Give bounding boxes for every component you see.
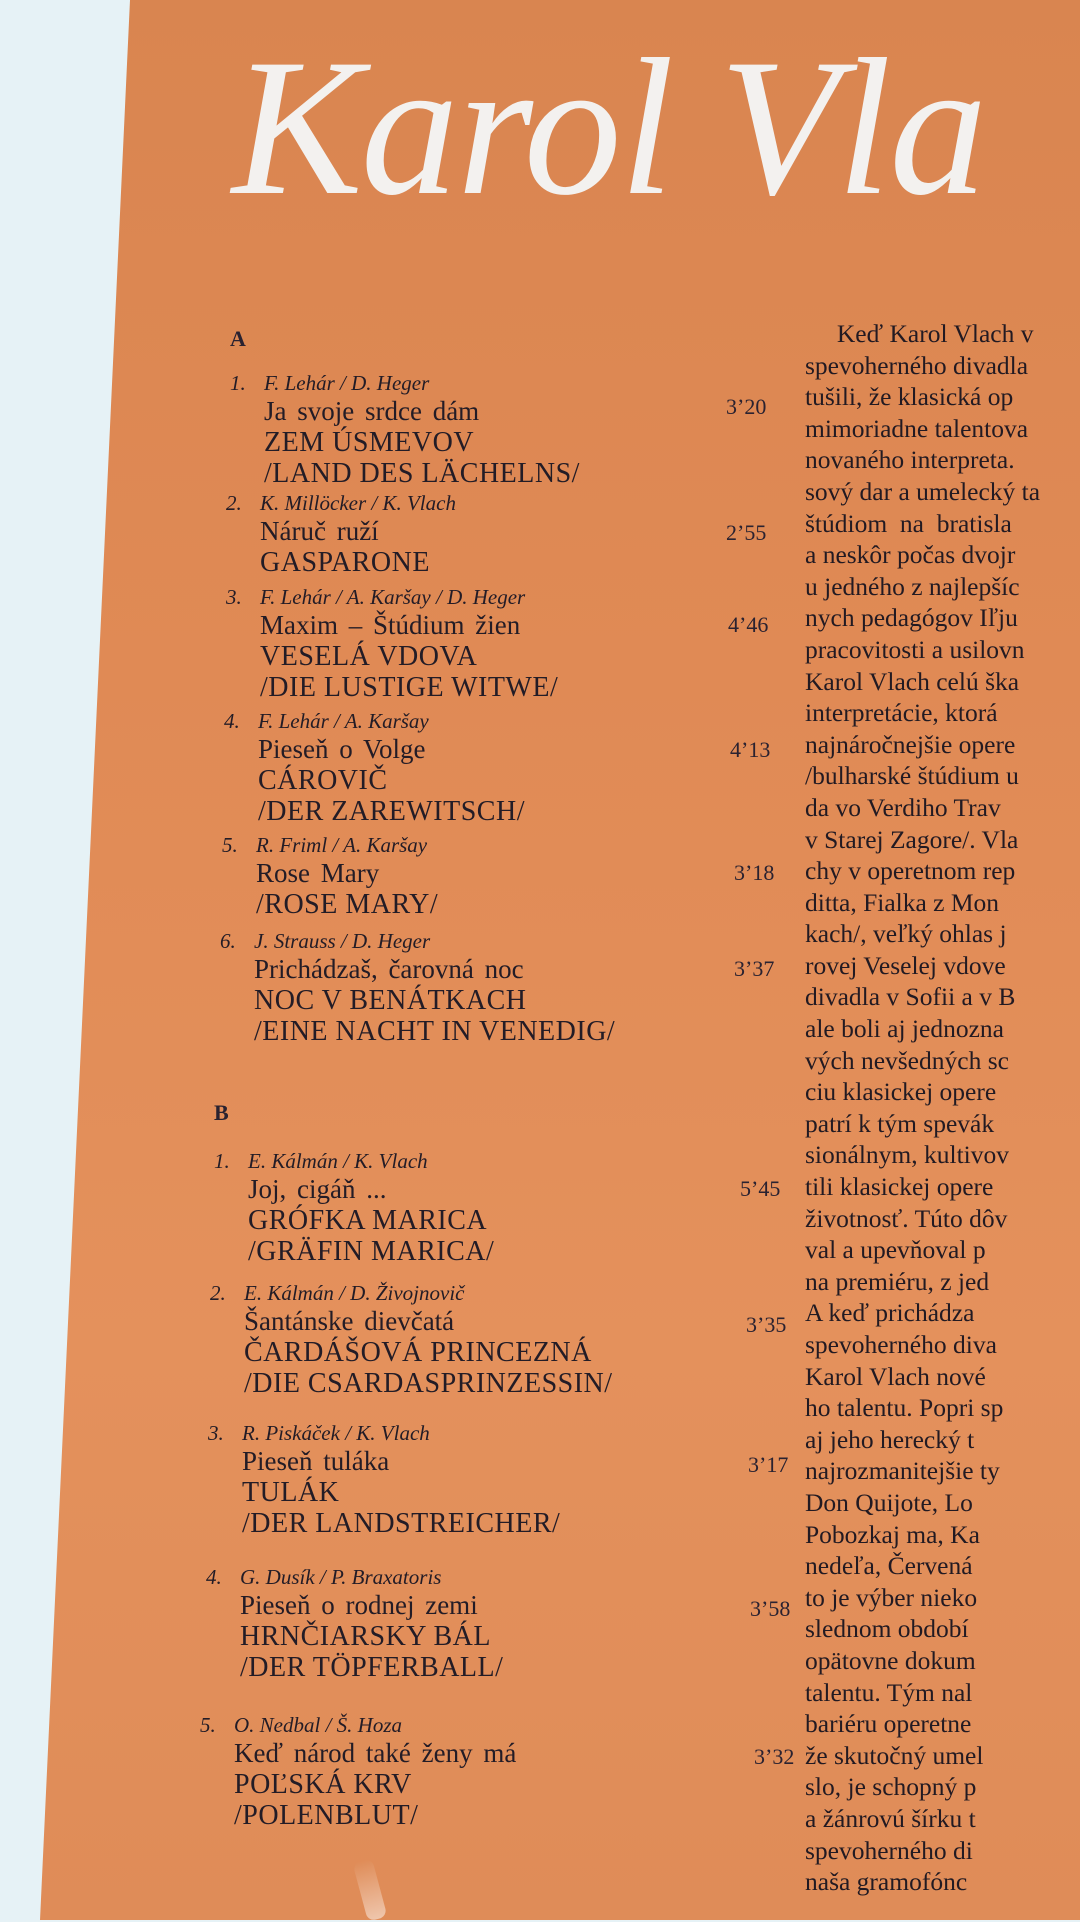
essay-line: sionálnym, kultivov [805,1140,1009,1170]
track-duration: 3’35 [746,1312,787,1337]
essay-line: že skutočný umel [805,1740,984,1770]
track-b3 [208,1420,560,1539]
essay-line: nedeľa, Červená [805,1551,973,1581]
track-opera: /ROSE MARY/ [256,889,439,920]
track-song: Náruč ruží [260,516,379,546]
track-duration: 3’18 [734,860,775,885]
essay-line: ditta, Fialka z Mon [805,887,1000,917]
track-opera-german: /POLENBLUT/ [234,1800,419,1831]
essay-line: patrí k tým spevák [805,1108,995,1138]
track-opera: TULÁK [242,1477,340,1508]
track-opera-german: /DER LANDSTREICHER/ [242,1508,561,1539]
track-a6 [220,928,615,1047]
essay-line: Keď Karol Vlach v [805,319,1034,348]
essay-line: opätovne dokum [805,1645,976,1675]
track-b4 [206,1564,503,1683]
track-opera: ČARDÁŠOVÁ PRINCEZNÁ [244,1337,592,1368]
track-number: 4. [224,709,240,733]
essay-line: Karol Vlach nové [805,1361,986,1391]
track-b5 [200,1712,516,1831]
track-credit: F. Lehár / D. Heger [264,371,430,395]
essay-line: bariéru operetne [805,1709,972,1739]
essay-line: v Starej Zagore/. Vla [805,824,1019,854]
essay-line: naša gramofónc [805,1867,968,1897]
track-credit: E. Kálmán / D. Živojnovič [244,1281,465,1305]
track-a1 [230,370,580,489]
track-song: Šantánske dievčatá [244,1306,455,1336]
essay-line: vých nevšedných sc [805,1045,1009,1075]
essay-line: talentu. Tým nal [805,1677,973,1707]
track-credit: K. Millöcker / K. Vlach [260,491,456,515]
track-credit: F. Lehár / A. Karšay [258,709,429,733]
track-credit: F. Lehár / A. Karšay / D. Heger [260,585,526,609]
essay-line: Karol Vlach celú ška [805,666,1020,696]
essay-line: ale boli aj jednozna [805,1014,1004,1044]
track-song: Pieseň o Volge [258,734,426,764]
essay-line: spevoherného diva [805,1330,997,1359]
track-song: Prichádzaš, čarovná noc [254,954,524,984]
essay-line: tili klasickej opere [805,1172,994,1202]
track-b2 [210,1280,613,1399]
track-opera: GASPARONE [260,547,430,578]
track-number: 1. [214,1149,230,1173]
essay-line: štúdiom na bratisla [805,508,1012,538]
track-opera: HRNČIARSKY BÁL [240,1621,491,1652]
track-a2 [226,490,456,578]
track-number: 1. [230,371,246,395]
track-number: 4. [206,1565,222,1589]
essay-line: val a upevňoval p [805,1235,986,1265]
essay-line: spevoherného divadla [805,350,1029,380]
essay-line: najnáročnejšie opere [805,729,1016,759]
track-duration: 3’20 [726,394,767,419]
track-number: 3. [226,585,242,609]
track-opera: CÁROVIČ [258,765,388,796]
track-b1 [214,1148,494,1267]
essay-line: najrozmanitejšie ty [805,1456,1000,1486]
track-opera-german: /DIE LUSTIGE WITWE/ [260,672,559,703]
essay-line: pracovitosti a usilovn [805,634,1025,664]
track-song: Maxim – Štúdium žien [260,610,521,640]
track-opera: POĽSKÁ KRV [234,1769,412,1800]
essay-line: chy v operetnom rep [805,856,1016,886]
track-duration: 3’58 [750,1596,791,1621]
track-duration: 3’32 [754,1744,795,1769]
essay-line: Pobozkaj ma, Ka [805,1519,980,1549]
track-opera: GRÓFKA MARICA [248,1205,488,1236]
track-number: 2. [210,1281,226,1305]
track-song: Keď národ také ženy má [234,1738,517,1768]
essay-line: /bulharské štúdium u [805,761,1019,791]
essay-line: aj jeho herecký t [805,1424,975,1454]
track-number: 2. [226,491,242,515]
track-duration: 3’37 [734,956,775,981]
essay-line: ho talentu. Popri sp [805,1393,1004,1423]
liner-notes-essay [805,318,1080,1898]
track-a3 [226,584,558,703]
essay-line: a žánrovú šírku t [805,1803,976,1833]
track-opera-german: /DER TÖPFERBALL/ [240,1652,504,1683]
track-credit: R. Friml / A. Karšay [256,833,428,857]
track-number: 3. [208,1421,224,1445]
side-a-label: A [230,326,246,351]
track-opera-german: /LAND DES LÄCHELNS/ [264,458,580,489]
track-number: 5. [222,833,238,857]
essay-line: spevoherného di [805,1835,973,1865]
track-a5 [222,832,438,920]
artist-title: Karol Vla [232,19,986,236]
essay-line: tušili, že klasická op [805,382,1014,412]
track-credit: E. Kálmán / K. Vlach [248,1149,428,1173]
essay-line: životnosť. Túto dôv [805,1203,1008,1233]
essay-line: divadla v Sofii a v B [805,982,1016,1012]
track-opera-german: /DIE CSARDASPRINZESSIN/ [244,1368,613,1399]
track-opera-german: /DER ZAREWITSCH/ [258,796,525,827]
essay-line: A keď prichádza [805,1298,975,1328]
track-song: Rose Mary [256,858,380,888]
essay-line: u jedného z najlepšíc [805,571,1020,601]
side-b-label: B [214,1100,229,1125]
essay-line: slednom období [805,1614,969,1644]
essay-line: to je výber nieko [805,1582,978,1612]
track-credit: G. Dusík / P. Braxatoris [240,1565,442,1589]
essay-line: mimoriadne talentova [805,413,1029,443]
track-credit: J. Strauss / D. Heger [254,929,431,953]
track-duration: 3’17 [748,1452,789,1477]
essay-line: kach/, veľký ohlas j [805,919,1007,949]
track-credit: R. Piskáček / K. Vlach [242,1421,430,1445]
essay-line: novaného interpreta. [805,445,1015,475]
track-a4 [224,708,525,827]
track-credit: O. Nedbal / Š. Hoza [234,1713,402,1737]
track-opera: VESELÁ VDOVA [260,641,478,672]
track-duration: 4’46 [728,612,769,637]
essay-line: nych pedagógov Iľju [805,603,1018,633]
essay-line: na premiéru, z jed [805,1266,990,1296]
essay-line: Don Quijote, Lo [805,1487,973,1517]
track-song: Pieseň o rodnej zemi [240,1590,478,1620]
essay-line: interpretácie, ktorá [805,698,998,728]
track-duration: 5’45 [740,1176,781,1201]
track-opera-german: /GRÄFIN MARICA/ [248,1236,495,1267]
track-opera: NOC V BENÁTKACH [254,985,527,1016]
track-song: Joj, cigáň ... [248,1174,387,1204]
essay-line: sový dar a umelecký ta [805,476,1041,506]
track-number: 6. [220,929,236,953]
track-duration: 4’13 [730,737,771,762]
track-opera-german: /EINE NACHT IN VENEDIG/ [254,1016,616,1047]
track-duration: 2’55 [726,520,767,545]
essay-line: a neskôr počas dvojr [805,540,1016,570]
essay-line: da vo Verdiho Trav [805,792,1001,822]
track-opera: ZEM ÚSMEVOV [264,427,475,458]
essay-line: rovej Veselej vdove [805,950,1006,980]
track-number: 5. [200,1713,216,1737]
track-song: Ja svoje srdce dám [264,396,480,426]
essay-line: slo, je schopný p [805,1772,977,1802]
essay-line: ciu klasickej opere [805,1077,997,1107]
track-song: Pieseň tuláka [242,1446,390,1476]
